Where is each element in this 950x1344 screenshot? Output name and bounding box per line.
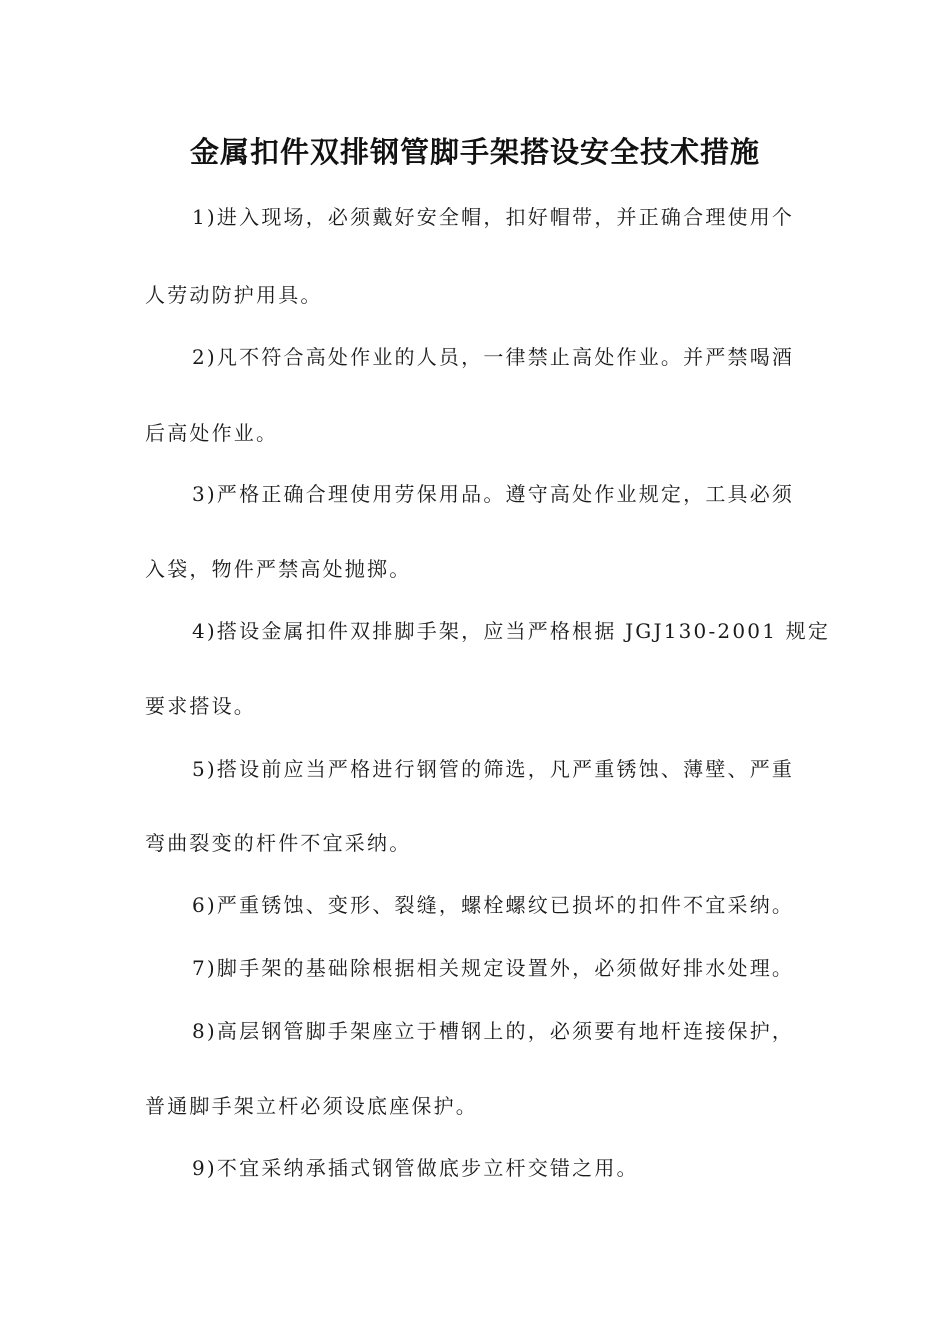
item-3-line-1: 3)严格正确合理使用劳保用品。遵守高处作业规定，工具必须	[192, 482, 795, 506]
document-title: 金属扣件双排钢管脚手架搭设安全技术措施	[189, 135, 760, 169]
item-6-line-1: 6)严重锈蚀、变形、裂缝，螺栓螺纹已损坏的扣件不宜采纳。	[192, 893, 795, 917]
item-5-line-2: 弯曲裂变的杆件不宜采纳。	[145, 831, 412, 855]
item-2-line-2: 后高处作业。	[145, 421, 279, 445]
item-1-line-1: 1)进入现场，必须戴好安全帽，扣好帽带，并正确合理使用个	[192, 205, 795, 229]
item-8-line-1: 8)高层钢管脚手架座立于槽钢上的，必须要有地杆连接保护，	[192, 1019, 795, 1043]
item-4-line-1: 4)搭设金属扣件双排脚手架，应当严格根据 JGJ130-2001 规定	[192, 619, 831, 643]
item-4-line-2: 要求搭设。	[145, 694, 256, 718]
item-7-line-1: 7)脚手架的基础除根据相关规定设置外，必须做好排水处理。	[192, 956, 795, 980]
item-5-line-1: 5)搭设前应当严格进行钢管的筛选，凡严重锈蚀、薄壁、严重	[192, 757, 795, 781]
item-1-line-2: 人劳动防护用具。	[145, 283, 323, 307]
item-2-line-1: 2)凡不符合高处作业的人员，一律禁止高处作业。并严禁喝酒	[192, 345, 795, 369]
item-8-line-2: 普通脚手架立杆必须设底座保护。	[145, 1094, 478, 1118]
item-3-line-2: 入袋，物件严禁高处抛掷。	[145, 557, 412, 581]
item-9-line-1: 9)不宜采纳承插式钢管做底步立杆交错之用。	[192, 1156, 639, 1180]
